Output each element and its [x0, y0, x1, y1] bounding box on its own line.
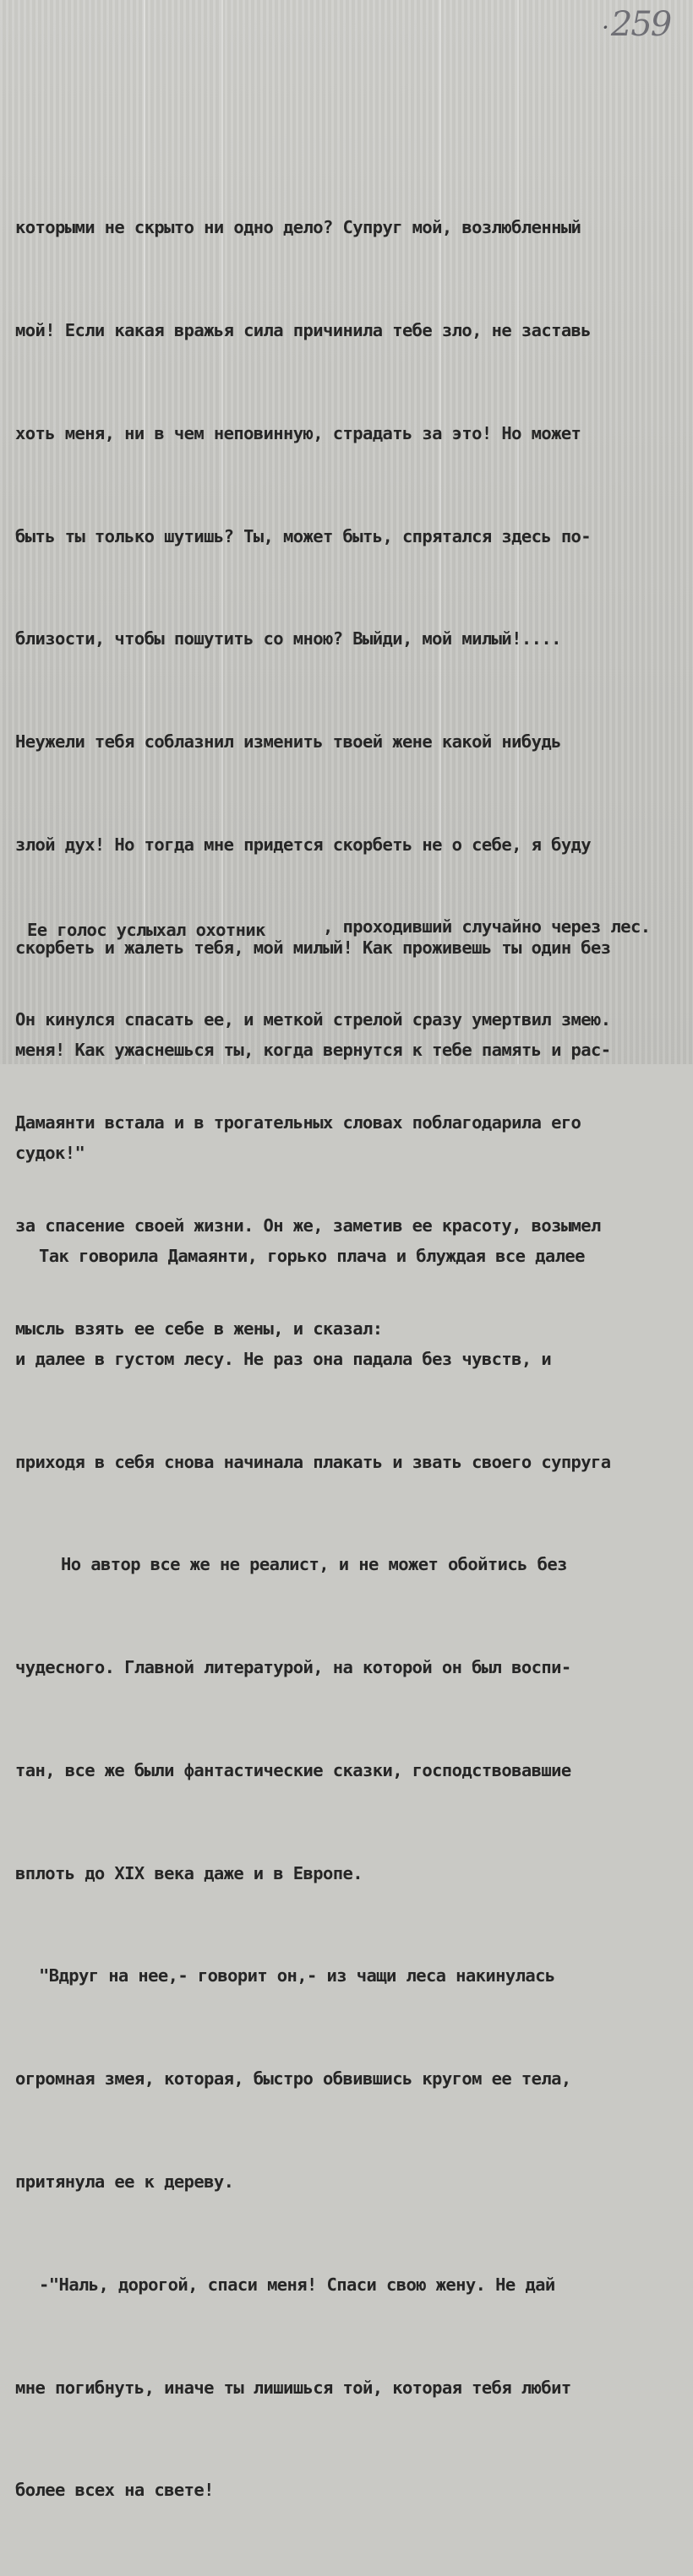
- text-line: близости, чтобы пошутить со мною? Выйди, мой милый!....: [15, 628, 561, 649]
- text-line: скорбеть и жалеть тебя, мой милый! Как проживешь ты один без: [15, 937, 611, 958]
- text-line: и далее в густом лесу. Не раз она падала без чувств, и: [15, 1348, 552, 1369]
- text-line: за спасение своей жизни. Он же, заметив ее красоту, возымел: [15, 1215, 601, 1236]
- text-line: меня! Как ужаснешься ты, когда вернутся к тебе память и рас-: [15, 1040, 611, 1061]
- page-number: · 259: [602, 5, 671, 44]
- text-line: хоть меня, ни в чем неповинную, страдать за это! Но может: [15, 422, 581, 443]
- body-text-continued: [0, 934, 693, 1414]
- text-line: Он кинулся спасать ее, и меткой стрелой сразу умертвил змею.: [15, 1009, 611, 1030]
- text-line: -"Наль, дорогой, спаси меня! Спаси свою жену. Не дай: [39, 2274, 555, 2295]
- text-line: которыми не скрыто ни одно дело? Супруг мой, возлюбленный: [15, 217, 581, 238]
- text-line: Неужели тебя соблазнил изменить твоей жене какой нибудь: [15, 731, 561, 753]
- text-line: вплоть до XIX века даже и в Европе.: [15, 1862, 363, 1883]
- text-line: Так говорила Дамаянти, горько плача и блуждая все далее: [39, 1246, 585, 1266]
- text-line: быть ты только шутишь? Ты, может быть, спрятался здесь по-: [15, 525, 592, 546]
- text-line: Дамаянти встала и в трогательных словах поблагодарила его: [15, 1111, 581, 1133]
- text-line: мысль взять ее себе в жены, и сказал:: [15, 1318, 383, 1339]
- text-line: огромная змея, которая, быстро обвившись кругом ее тела,: [15, 2068, 571, 2090]
- text-line: более всех на свете!: [15, 2480, 214, 2501]
- typed-fragment: Ее голос услыхал охотник: [27, 920, 265, 940]
- text-line: судок!": [15, 1143, 85, 1164]
- typed-fragment: , проходивший случайно через лес.: [323, 916, 651, 937]
- text-line: чудесного. Главной литературой, на которой он был воспи-: [15, 1657, 571, 1678]
- text-line: Но автор все же не реалист, и не может обойтись без: [61, 1554, 567, 1575]
- text-line: приходя в себя снова начинала плакать и звать своего супруга: [15, 1451, 611, 1472]
- text-line: мне погибнуть, иначе ты лишишься той, которая тебя любит: [15, 2377, 571, 2398]
- text-line: мой! Если какая вражья сила причинила тебе зло, не заставь: [15, 319, 592, 340]
- text-line: притянула ее к дереву.: [15, 2171, 234, 2193]
- text-line: злой дух! Но тогда мне придется скорбеть не о себе, я буду: [15, 834, 592, 855]
- text-line: тан, все же были фантастические сказки, господствовавшие: [15, 1759, 571, 1780]
- text-line: "Вдруг на нее,- говорит он,- из чащи леса накинулась: [39, 1965, 555, 1986]
